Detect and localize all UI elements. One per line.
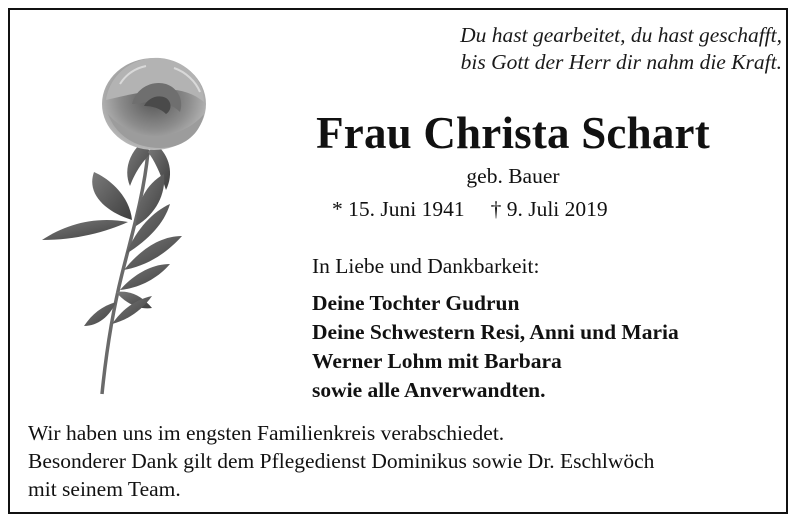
mourner-line: Deine Schwestern Resi, Anni und Maria <box>312 320 679 344</box>
mourner-line: Deine Tochter Gudrun <box>312 291 520 315</box>
motto-line: Du hast gearbeitet, du hast geschafft, <box>460 23 782 47</box>
motto-line: bis Gott der Herr dir nahm die Kraft. <box>460 50 782 74</box>
death-date: † 9. Juli 2019 <box>490 197 608 221</box>
closing-line: Besonderer Dank gilt dem Pflegedienst Dominikus sowie Dr. Eschlwöch <box>28 449 655 473</box>
gratitude-line: In Liebe und Dankbarkeit: <box>312 254 540 278</box>
mourner-line: Werner Lohm mit Barbara <box>312 349 562 373</box>
mourner-line: sowie alle Anverwandten. <box>312 378 546 402</box>
closing-note <box>28 419 654 503</box>
mourners-list <box>312 289 679 405</box>
birth-name: geb. Bauer <box>466 164 560 188</box>
closing-line: mit seinem Team. <box>28 477 181 501</box>
closing-line: Wir haben uns im engsten Familienkreis verabschiedet. <box>28 421 505 445</box>
life-dates <box>332 196 608 222</box>
rose-icon <box>36 44 236 404</box>
motto-verse <box>460 22 782 76</box>
deceased-name: Frau Christa Schart <box>316 108 710 158</box>
birth-date: * 15. Juni 1941 <box>332 197 465 221</box>
